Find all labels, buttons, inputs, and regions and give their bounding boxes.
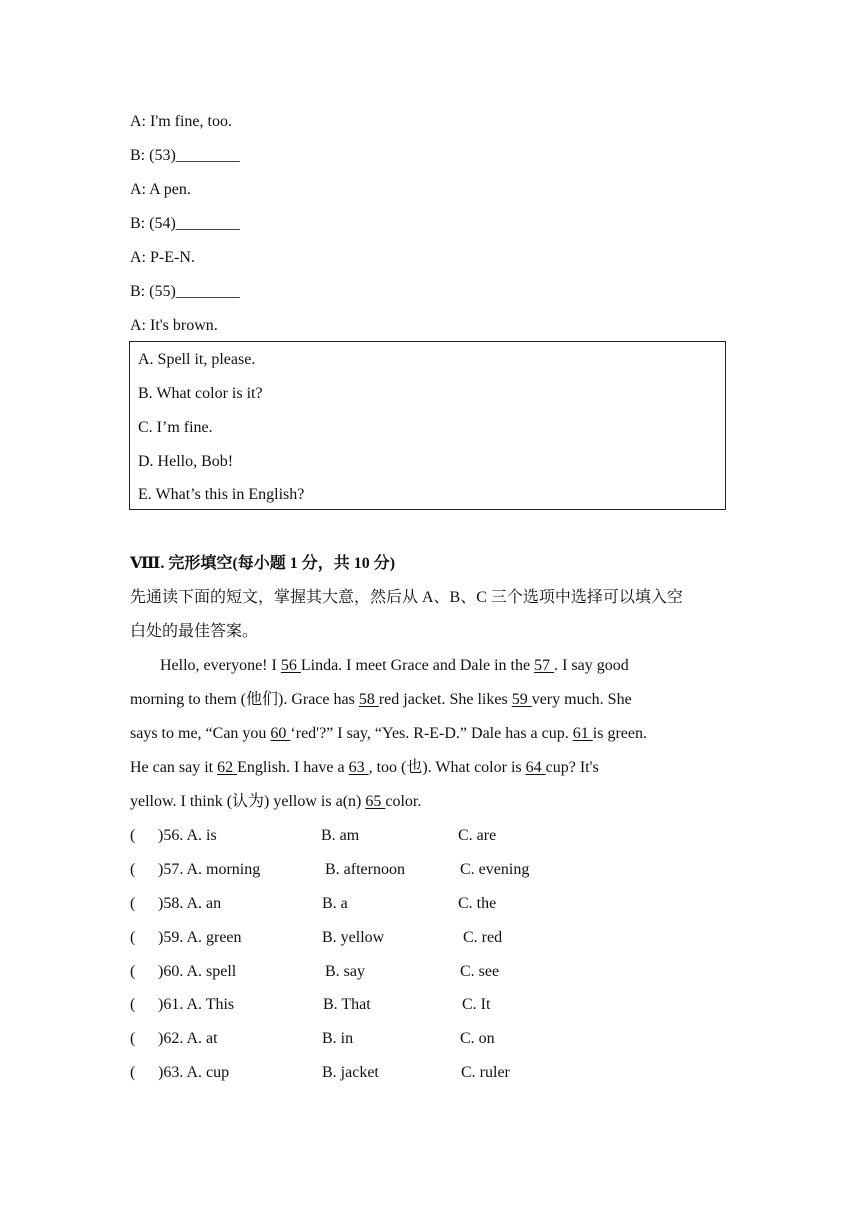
answer-paren[interactable]: ( bbox=[130, 996, 136, 1013]
passage-line: He can say it 62 English. I have a 63 , too (也). What color is 64 cup? It's bbox=[130, 759, 599, 776]
option-item: B. What color is it? bbox=[138, 385, 263, 402]
option-b: B. am bbox=[321, 827, 360, 844]
option-item: C. I’m fine. bbox=[138, 419, 213, 436]
option-item: A. Spell it, please. bbox=[138, 351, 256, 368]
dialogue-line: B: (53)________ bbox=[130, 147, 240, 164]
blank-56: 56 bbox=[280, 657, 301, 674]
option-c: C. are bbox=[458, 827, 497, 844]
dialogue-line: A: P-E-N. bbox=[130, 249, 195, 266]
option-b: B. yellow bbox=[322, 929, 385, 946]
option-b: B. afternoon bbox=[325, 861, 405, 878]
passage-line: yellow. I think (认为) yellow is a(n) 65 color. bbox=[130, 793, 422, 810]
passage-line: Hello, everyone! I 56 Linda. I meet Grace and Dale in the 57 . I say good bbox=[160, 657, 629, 674]
option-b: B. say bbox=[325, 963, 365, 980]
answer-paren[interactable]: ( bbox=[130, 861, 136, 878]
option-c: C. the bbox=[458, 895, 497, 912]
option-b: B. a bbox=[322, 895, 348, 912]
blank-60: 60 bbox=[270, 725, 291, 742]
section-instruction: 白处的最佳答案。 bbox=[130, 623, 259, 640]
option-c: C. on bbox=[460, 1030, 495, 1047]
options-box bbox=[129, 341, 726, 510]
option-item: D. Hello, Bob! bbox=[138, 453, 234, 470]
dialogue-line: A: It's brown. bbox=[130, 317, 218, 334]
option-c: C. evening bbox=[460, 861, 530, 878]
option-c: C. red bbox=[463, 929, 503, 946]
option-b: B. jacket bbox=[322, 1064, 379, 1081]
option-c: C. ruler bbox=[461, 1064, 510, 1081]
blank-63: 63 bbox=[348, 759, 369, 776]
answer-paren[interactable]: ( bbox=[130, 895, 136, 912]
answer-paren[interactable]: ( bbox=[130, 827, 136, 844]
answer-paren[interactable]: ( bbox=[130, 1064, 136, 1081]
blank-58: 58 bbox=[358, 691, 379, 708]
answer-paren[interactable]: ( bbox=[130, 963, 136, 980]
dialogue-line: A: A pen. bbox=[130, 181, 191, 198]
section-heading: Ⅷ. 完形填空(每小题 1 分，共 10 分) bbox=[130, 555, 396, 572]
blank-59: 59 bbox=[511, 691, 532, 708]
passage-line: says to me, “Can you 60 ‘red'?” I say, “Yes. R-E-D.” Dale has a cup. 61 is green. bbox=[130, 725, 647, 742]
blank-64: 64 bbox=[525, 759, 546, 776]
answer-paren[interactable]: ( bbox=[130, 929, 136, 946]
dialogue-line: B: (55)________ bbox=[130, 283, 240, 300]
option-c: C. It bbox=[462, 996, 491, 1013]
section-instruction: 先通读下面的短文，掌握其大意，然后从 A、B、C 三个选项中选择可以填入空 bbox=[130, 589, 683, 606]
option-item: E. What’s this in English? bbox=[138, 486, 305, 503]
option-c: C. see bbox=[460, 963, 500, 980]
dialogue-line: B: (54)________ bbox=[130, 215, 240, 232]
document-page: A: I'm fine, too. B: (53)________ A: A pen. B: (54)________ A: P-E-N. B: (55)________ A: It's brown. A. Spell it, please. B. What color is it? C. I’m fine. D. Hello, Bob! E. What’s this in English? Ⅷ. 完形填空(每小题 1 分，共 10 分) 先通读下面的短文，掌握其大意，然后从 A、B、C 三个选项中选择可以填入空 白处的最佳答案。 Hello, everyone! I 56 Linda. I meet Grace and Dale in the 57 . I say good morning to them (他们). Grace has 58 red jacket. She likes 59 very much. She says to me, “Can you 60 ‘red'?” I say, “Yes. R-E-D.” Dale has a cup. 61 is green. He can say it 62 English. I have a 63 , too (也). What color is 64 cup? It's yellow. I think (认为) yellow is a(n) 65 color. ( )56. A. is B. am C. are ( )57. A. morning B. afternoon C. evening ( )58. A. an B. a C. the ( )59. A. green B. yellow C. red ( )60. A. spell B. say C. see ( )61. A. This B. That C. It ( )62. A. at B. in C. on ( )63. A. cup B. jacket C. ruler bbox=[0, 0, 860, 1216]
option-b: B. in bbox=[322, 1030, 354, 1047]
dialogue-line: A: I'm fine, too. bbox=[130, 113, 232, 130]
blank-62: 62 bbox=[217, 759, 238, 776]
blank-61: 61 bbox=[572, 725, 593, 742]
blank-65: 65 bbox=[365, 793, 386, 810]
blank-57: 57 bbox=[534, 657, 555, 674]
passage-line: morning to them (他们). Grace has 58 red jacket. She likes 59 very much. She bbox=[130, 691, 632, 708]
answer-paren[interactable]: ( bbox=[130, 1030, 136, 1047]
option-b: B. That bbox=[323, 996, 371, 1013]
